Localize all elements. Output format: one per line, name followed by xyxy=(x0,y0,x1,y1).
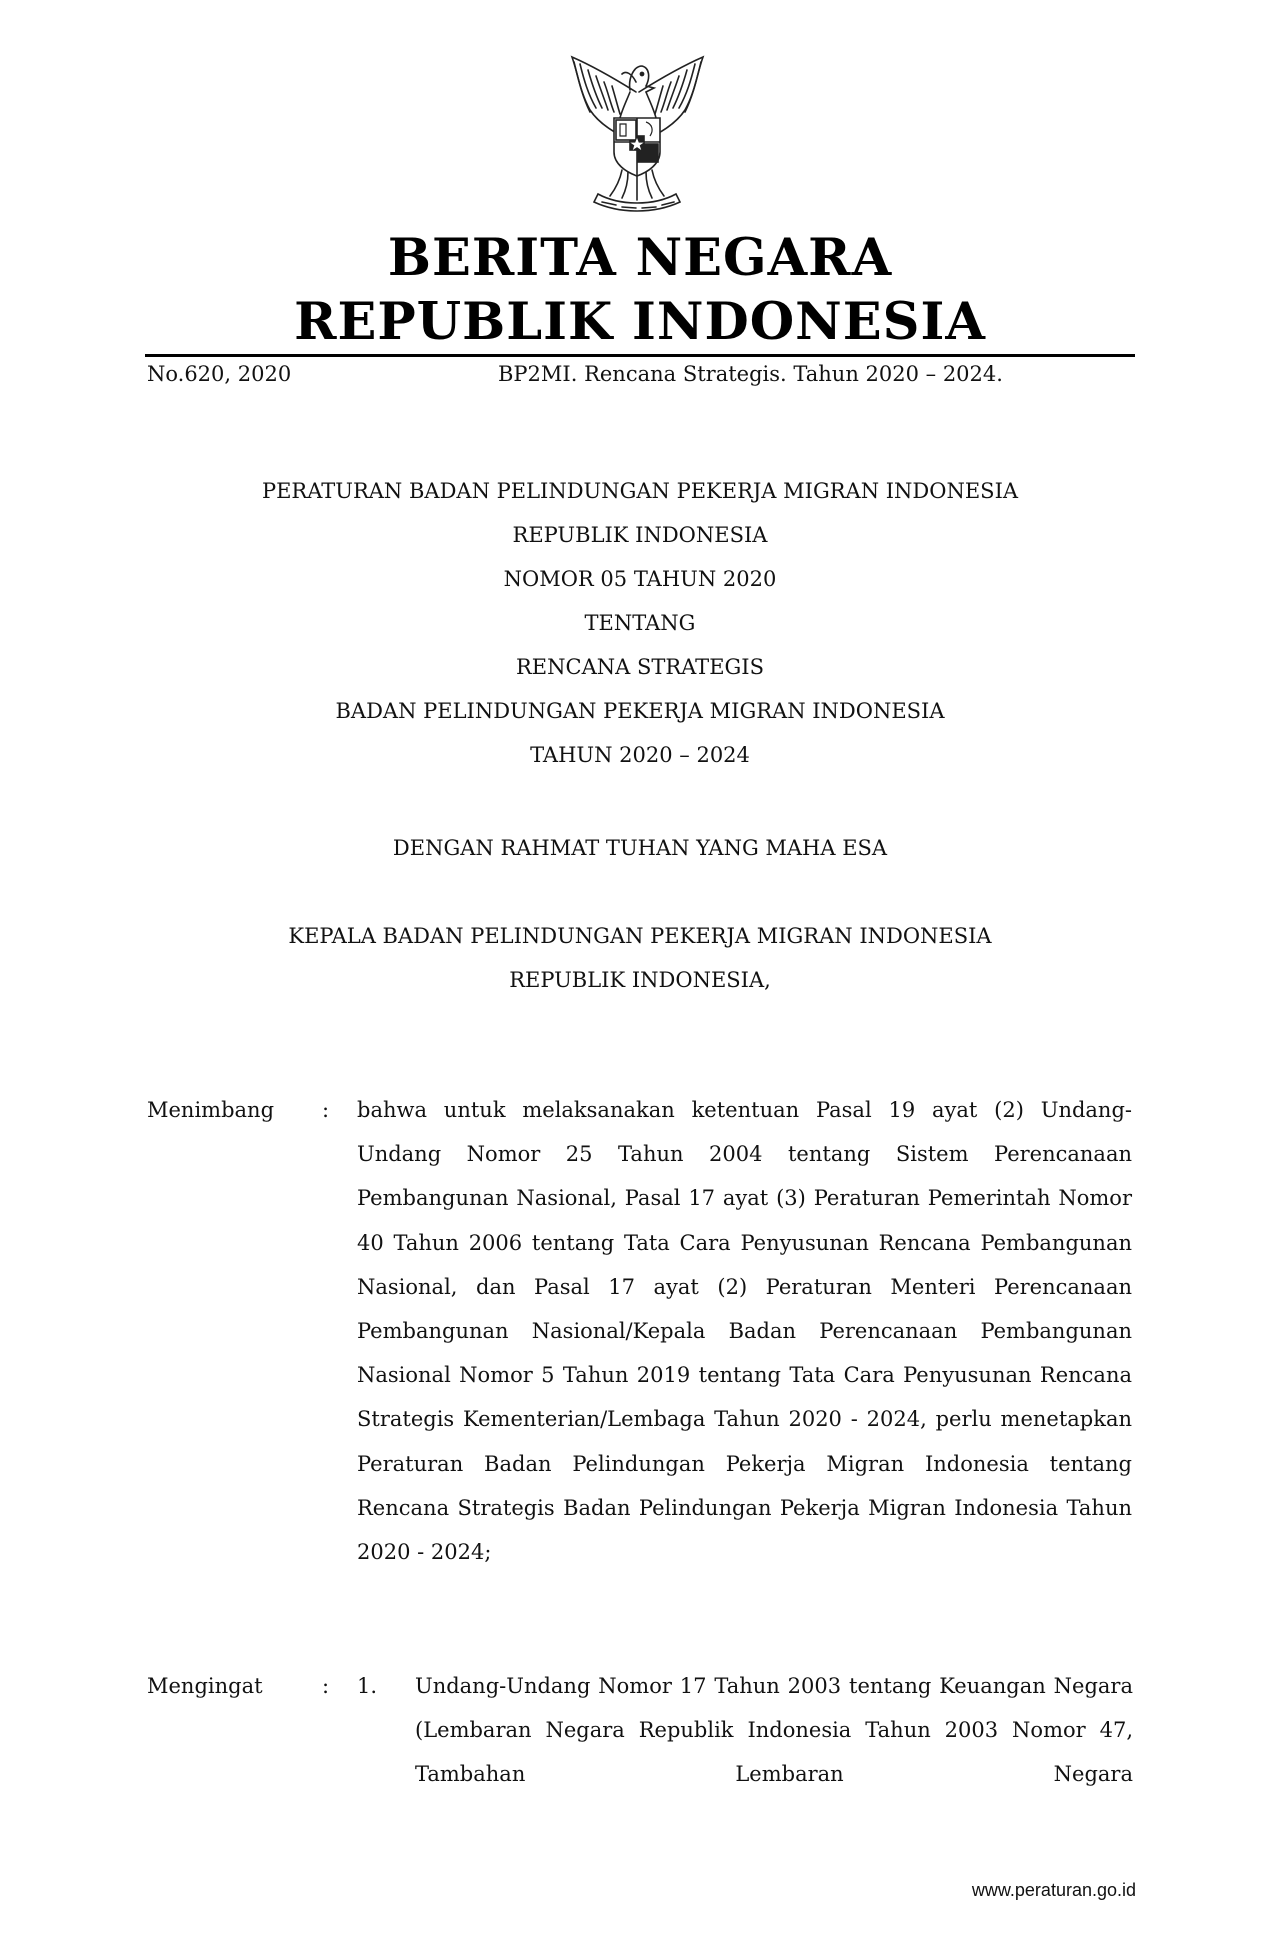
authority-line: REPUBLIK INDONESIA, xyxy=(509,968,771,992)
regulation-title-line: PERATURAN BADAN PELINDUNGAN PEKERJA MIGRAN INDONESIA xyxy=(261,479,1019,503)
mengingat-item-number: 1. xyxy=(357,1674,378,1698)
menimbang-text: bahwa untuk melaksanakan ketentuan Pasal 19 ayat (2) Undang-Undang Nomor 25 Tahun 2004 tentang Sistem Perencanaan Pembangunan Nasional, Pasal 17 ayat (3) Peraturan Pemerintah Nomor 40 Tahun 2006 tentang Tata Cara Penyusunan Rencana Pembangunan Nasional, dan Pasal 17 ayat (2) Peraturan Menteri Perencanaan Pembangunan Nasional/Kepala Badan Perencanaan Pembangunan Nasional Nomor 5 Tahun 2019 tentang Tata Cara Penyusunan Rencana Strategis Kementerian/Lembaga Tahun 2020 - 2024, perlu menetapkan Peraturan Badan Pelindungan Pekerja Migran Indonesia tentang Rencana Strategis Badan Pelindungan Pekerja Migran Indonesia Tahun 2020 - 2024; xyxy=(357,1098,1132,1565)
authority-line: KEPALA BADAN PELINDUNGAN PEKERJA MIGRAN INDONESIA xyxy=(288,924,992,948)
regulation-title-line: RENCANA STRATEGIS xyxy=(516,655,764,679)
header-rule xyxy=(145,354,1135,357)
issue-subject: BP2MI. Rencana Strategis. Tahun 2020 – 2024. xyxy=(498,362,1003,386)
mengingat-colon: : xyxy=(322,1674,330,1698)
gazette-subtitle: REPUBLIK INDONESIA xyxy=(294,292,986,352)
invocation: DENGAN RAHMAT TUHAN YANG MAHA ESA xyxy=(392,836,888,860)
mengingat-item-text: Undang-Undang Nomor 17 Tahun 2003 tentang Keuangan Negara (Lembaran Negara Republik Indonesia Tahun 2003 Nomor 47, Tambahan Lembaran Negara xyxy=(415,1674,1133,1786)
footer-url-link[interactable]: www.peraturan.go.id xyxy=(971,1880,1136,1900)
garuda-emblem-icon xyxy=(550,52,725,217)
regulation-title-line: BADAN PELINDUNGAN PEKERJA MIGRAN INDONESIA xyxy=(335,699,945,723)
authority xyxy=(145,914,1135,1002)
mengingat-label: Mengingat xyxy=(147,1674,263,1698)
menimbang-label: Menimbang xyxy=(147,1098,275,1122)
regulation-title-line: TAHUN 2020 – 2024 xyxy=(530,743,750,767)
regulation-title xyxy=(145,469,1135,777)
issue-number: No.620, 2020 xyxy=(147,362,292,386)
regulation-title-line: TENTANG xyxy=(584,611,696,635)
regulation-title-line: NOMOR 05 TAHUN 2020 xyxy=(503,567,777,591)
regulation-title-line: REPUBLIK INDONESIA xyxy=(512,523,768,547)
menimbang-colon: : xyxy=(322,1098,330,1122)
gazette-title: BERITA NEGARA xyxy=(387,228,893,288)
